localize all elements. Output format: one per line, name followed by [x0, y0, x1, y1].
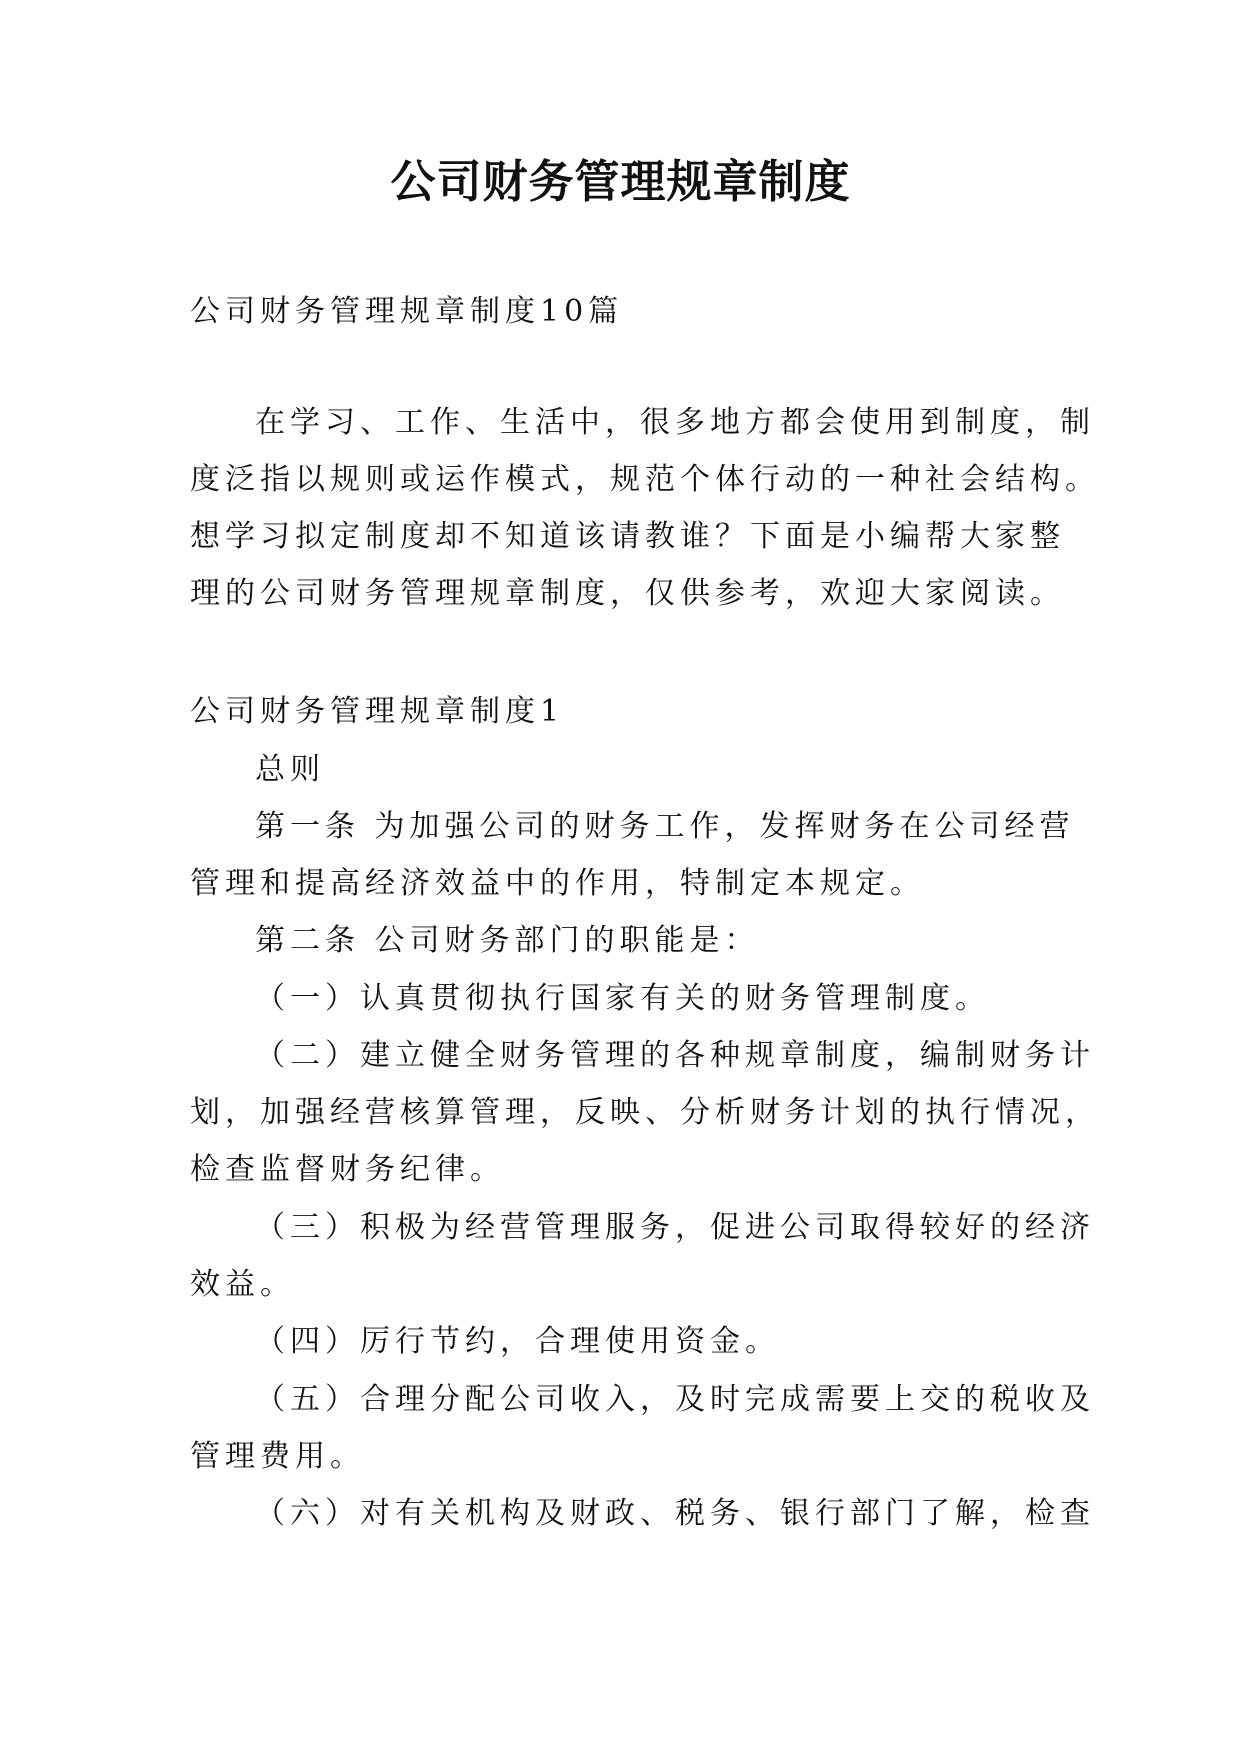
article-line: 管理和提高经济效益中的作用，特制定本规定。	[190, 866, 925, 901]
article-line: 效益。	[190, 1267, 295, 1302]
article-line: （一）认真贯彻执行国家有关的财务管理制度。	[255, 981, 990, 1016]
article-line: （四）厉行节约，合理使用资金。	[255, 1324, 780, 1359]
article-line: （六）对有关机构及财政、税务、银行部门了解，检查	[255, 1496, 1095, 1531]
article-line: （五）合理分配公司收入，及时完成需要上交的税收及	[255, 1382, 1095, 1417]
article-line: 划，加强经营核算管理，反映、分析财务计划的执行情况，	[190, 1095, 1100, 1130]
intro-line: 度泛指以规则或运作模式，规范个体行动的一种社会结构。	[190, 462, 1100, 497]
document-subtitle: 公司财务管理规章制度10篇	[190, 294, 624, 329]
intro-line: 想学习拟定制度却不知道该请教谁？下面是小编帮大家整	[190, 519, 1065, 554]
article-line: 第一条 为加强公司的财务工作，发挥财务在公司经营	[255, 809, 1075, 844]
article-line: 第二条 公司财务部门的职能是：	[255, 923, 760, 958]
article-line: （二）建立健全财务管理的各种规章制度，编制财务计	[255, 1038, 1095, 1073]
article-line: 管理费用。	[190, 1439, 365, 1474]
intro-line: 理的公司财务管理规章制度，仅供参考，欢迎大家阅读。	[190, 576, 1065, 611]
document-title: 公司财务管理规章制度	[390, 155, 851, 208]
article-line: 检查监督财务纪律。	[190, 1152, 505, 1187]
intro-line: 在学习、工作、生活中，很多地方都会使用到制度，制	[255, 405, 1095, 440]
article-line: （三）积极为经营管理服务，促进公司取得较好的经济	[255, 1210, 1095, 1245]
chapter-heading: 总则	[255, 752, 325, 787]
section-heading: 公司财务管理规章制度1	[190, 694, 565, 729]
